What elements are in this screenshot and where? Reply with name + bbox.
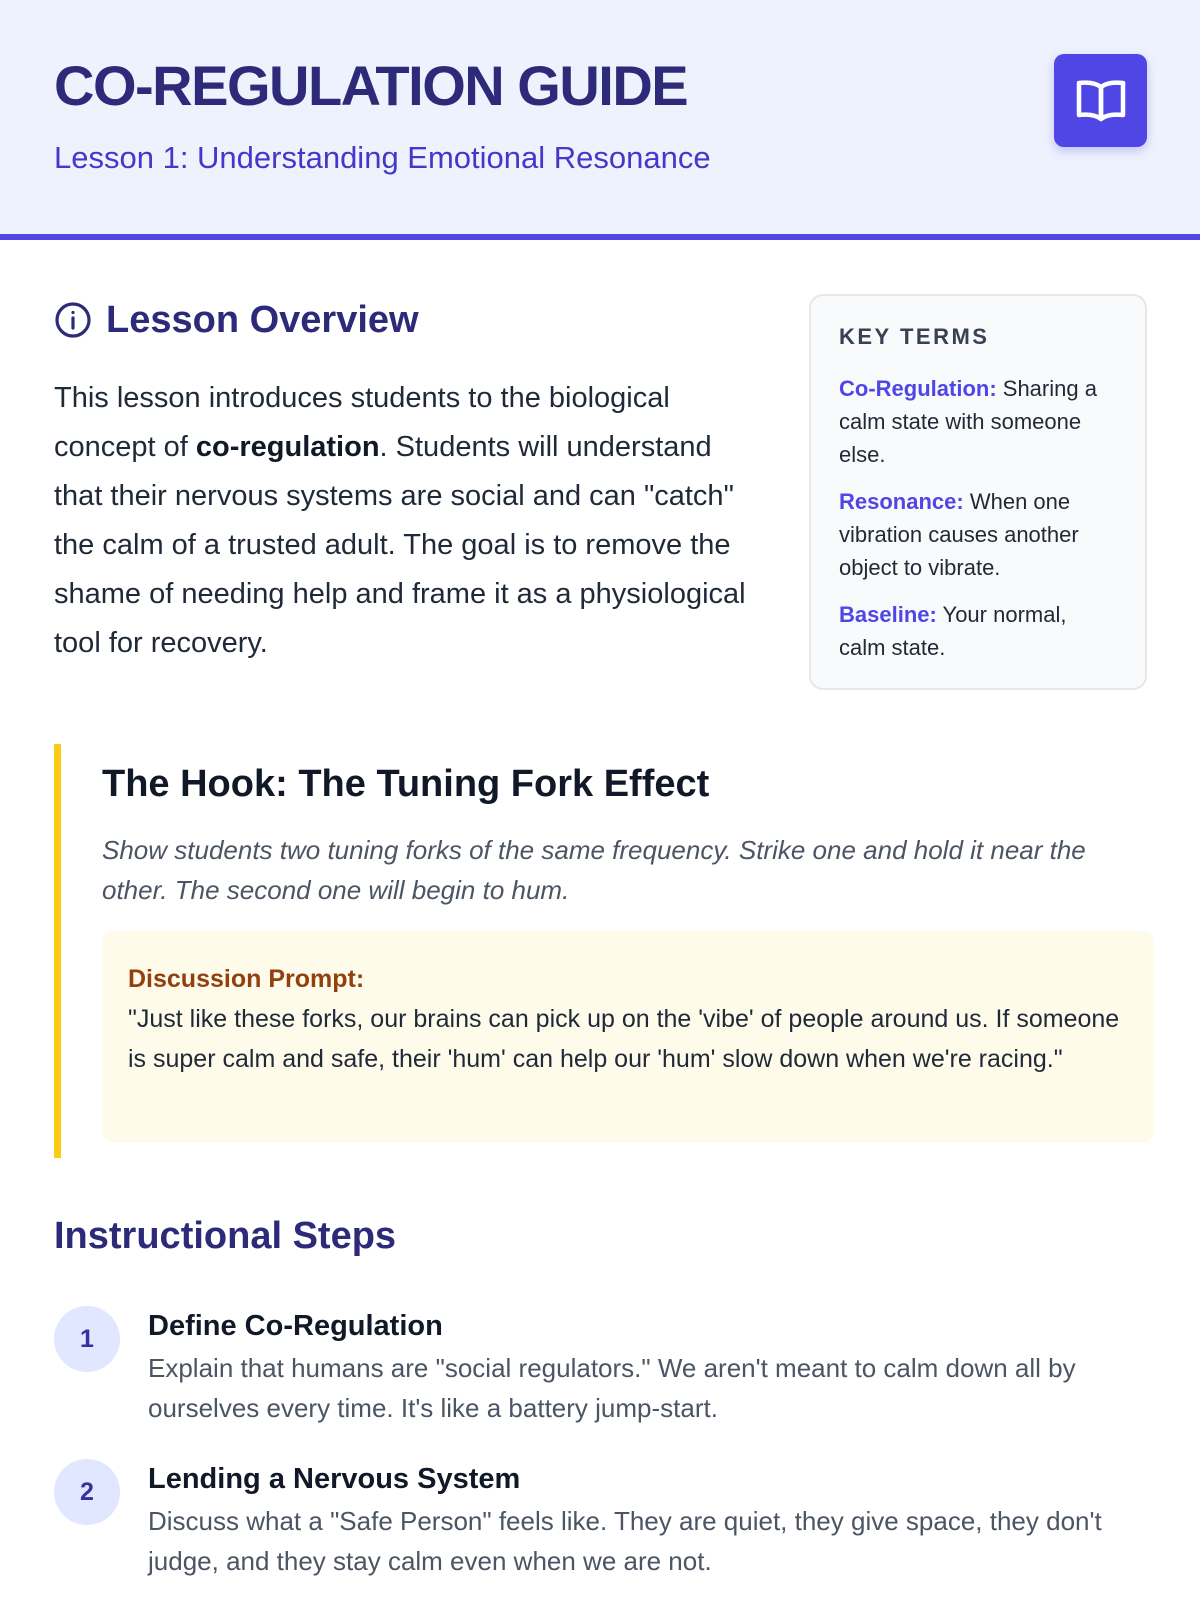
step-number-badge: 1 xyxy=(54,1306,120,1372)
hook-description: Show students two tuning forks of the same frequency. Strike one and hold it near the other. The second one will begin to hum. xyxy=(102,835,1086,905)
key-term-definition: Sharing a calm state with someone else. xyxy=(839,376,1097,467)
key-term-name: Baseline: xyxy=(839,602,937,627)
overview-text-start: This lesson introduces students to the biological concept of xyxy=(54,382,670,463)
key-term-item xyxy=(839,372,1119,471)
key-term-item xyxy=(839,598,1119,664)
steps-title: Instructional Steps xyxy=(54,1215,397,1257)
step-title: Lending a Nervous System xyxy=(148,1463,521,1495)
discussion-prompt-box xyxy=(102,931,1154,1143)
step-number-badge: 2 xyxy=(54,1459,120,1525)
discussion-prompt-label: Discussion Prompt: xyxy=(128,965,365,993)
step-title: Define Co-Regulation xyxy=(148,1310,443,1342)
key-terms-card xyxy=(809,294,1147,690)
step-description: Explain that humans are "social regulators." We aren't meant to calm down all by ourselves every time. It's like a battery jump-start. xyxy=(148,1353,1076,1423)
key-term-name: Resonance: xyxy=(839,489,964,514)
hook-title: The Hook: The Tuning Fork Effect xyxy=(102,763,710,805)
step-description: Discuss what a "Safe Person" feels like. They are quiet, they give space, they don't judge, and they stay calm even when we are not. xyxy=(148,1506,1102,1576)
book-icon-tile xyxy=(1054,54,1147,147)
overview-text-end: . Students will understand that their nervous systems are social and can "catch" the calm of a trusted adult. The goal is to remove the shame of needing help and frame it as a physiological tool for recovery. xyxy=(54,431,746,659)
overview-bold-term: co-regulation xyxy=(195,431,380,463)
key-term-name: Co-Regulation: xyxy=(839,376,997,401)
key-term-item xyxy=(839,485,1119,584)
book-open-icon xyxy=(1076,79,1126,123)
overview-title: Lesson Overview xyxy=(106,298,419,341)
key-terms-title: KEY TERMS xyxy=(839,324,990,349)
page-title: CO-REGULATION GUIDE xyxy=(54,54,688,117)
discussion-prompt-text: "Just like these forks, our brains can pick up on the 'vibe' of people around us. If someone is super calm and safe, their 'hum' can help our 'hum' slow down when we're racing." xyxy=(128,1005,1120,1073)
overview-heading xyxy=(54,296,419,344)
page-header xyxy=(0,0,1200,240)
key-term-definition: Your normal, calm state. xyxy=(839,602,1067,660)
overview-text xyxy=(54,374,764,668)
hook-section xyxy=(54,744,1147,1158)
lesson-subtitle: Lesson 1: Understanding Emotional Resonance xyxy=(54,140,711,175)
info-circle-icon xyxy=(54,301,92,339)
key-term-definition: When one vibration causes another object to vibrate. xyxy=(839,489,1079,580)
